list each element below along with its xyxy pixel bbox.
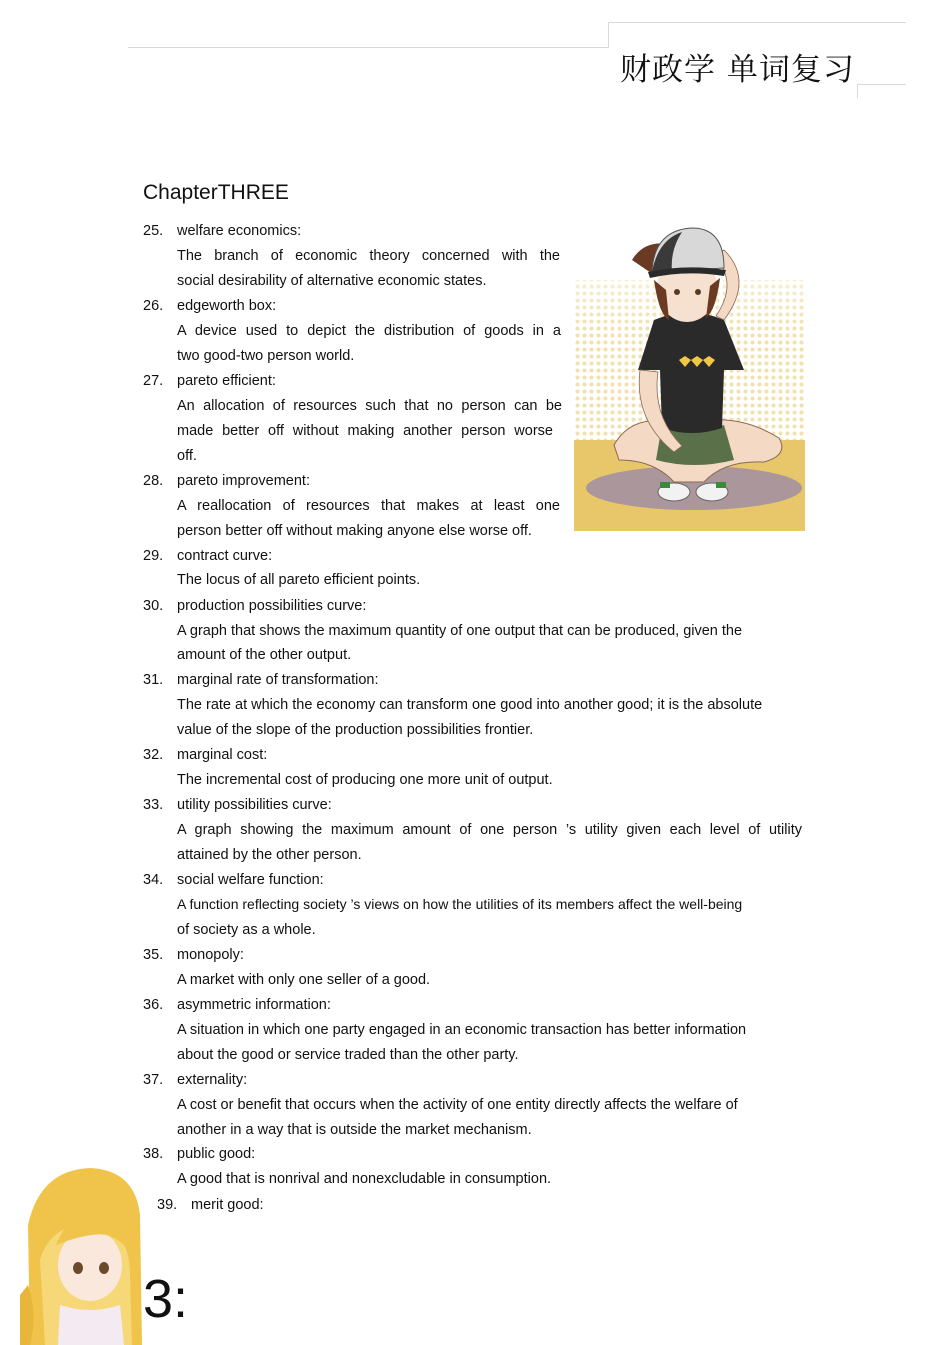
term-word: externality: xyxy=(177,1072,248,1088)
term-word: asymmetric information: xyxy=(177,997,331,1013)
term-definition-line: A graph that shows the maximum quantity of one output that can be produced, given the xyxy=(177,623,743,639)
term-definition-line: person better off without making anyone else worse off. xyxy=(177,523,532,539)
header-box-tick xyxy=(857,84,858,98)
term-number: 27. xyxy=(143,373,164,389)
term-definition-line: two good-two person world. xyxy=(177,348,355,364)
term-definition-line: A situation in which one party engaged in an economic transaction has better information xyxy=(177,1022,747,1038)
term-word: contract curve: xyxy=(177,548,273,564)
term-word: pareto improvement: xyxy=(177,473,310,489)
seated-girl-illustration xyxy=(574,220,805,531)
term-definition-line: social desirability of alternative economic states. xyxy=(177,273,487,289)
header-rule xyxy=(128,47,608,48)
term-word: edgeworth box: xyxy=(177,298,277,314)
term-number: 37. xyxy=(143,1072,164,1088)
term-word: social welfare function: xyxy=(177,872,324,888)
term-number: 25. xyxy=(143,223,164,239)
term-definition-line: value of the slope of the production possibilities frontier. xyxy=(177,722,534,738)
term-word: public good: xyxy=(177,1146,256,1162)
term-number: 30. xyxy=(143,598,164,614)
term-definition-line: An allocation of resources such that no person can be xyxy=(177,398,562,414)
term-number: 35. xyxy=(143,947,164,963)
term-word: utility possibilities curve: xyxy=(177,797,332,813)
term-number: 38. xyxy=(143,1146,164,1162)
term-word: marginal cost: xyxy=(177,747,268,763)
term-definition-line: about the good or service traded than the other party. xyxy=(177,1047,519,1063)
chapter-title: ChapterTHREE xyxy=(143,181,289,204)
term-definition-line: A device used to depict the distribution of goods in a xyxy=(177,323,561,339)
term-number: 34. xyxy=(143,872,164,888)
term-definition-line: A good that is nonrival and nonexcludable in consumption. xyxy=(177,1171,552,1187)
header-box-top xyxy=(608,22,906,23)
header-box-bottom xyxy=(858,84,906,85)
term-number: 28. xyxy=(143,473,164,489)
term-definition-line: A graph showing the maximum amount of one person ’s utility given each level of utility xyxy=(177,822,802,838)
term-definition-line: The rate at which the economy can transform one good into another good; it is the absolute xyxy=(177,697,763,713)
term-number: 31. xyxy=(143,672,164,688)
term-definition-line: A reallocation of resources that makes at least one xyxy=(177,498,560,514)
term-word: production possibilities curve: xyxy=(177,598,367,614)
term-number: 32. xyxy=(143,747,164,763)
header-box-left xyxy=(608,22,609,48)
term-definition-line: A function reflecting society ’s views on how the utilities of its members affect the well-being xyxy=(177,896,743,912)
term-number: 39. xyxy=(157,1197,178,1213)
term-definition-line: The branch of economic theory concerned with the xyxy=(177,248,560,264)
term-definition-line: made better off without making another person worse xyxy=(177,423,553,439)
blonde-girl-illustration xyxy=(20,1165,145,1345)
term-word: marginal rate of transformation: xyxy=(177,672,379,688)
term-definition-line: A cost or benefit that occurs when the activity of one entity directly affects the welfare of xyxy=(177,1097,738,1113)
term-number: 36. xyxy=(143,997,164,1013)
header-title: 财政学 单词复习 xyxy=(620,52,855,88)
term-number: 26. xyxy=(143,298,164,314)
term-definition-line: A market with only one seller of a good. xyxy=(177,972,431,988)
term-definition-line: The incremental cost of producing one more unit of output. xyxy=(177,772,553,788)
term-word: pareto efficient: xyxy=(177,373,276,389)
term-number: 29. xyxy=(143,548,164,564)
page-number: 3: xyxy=(143,1269,189,1329)
term-definition-line: of society as a whole. xyxy=(177,922,316,938)
term-word: merit good: xyxy=(191,1197,264,1213)
term-definition-line: amount of the other output. xyxy=(177,647,352,663)
term-definition-line: The locus of all pareto efficient points. xyxy=(177,572,421,588)
term-definition-line: attained by the other person. xyxy=(177,847,362,863)
term-word: welfare economics: xyxy=(177,223,302,239)
term-word: monopoly: xyxy=(177,947,244,963)
term-definition-line: another in a way that is outside the market mechanism. xyxy=(177,1122,532,1138)
term-definition-line: off. xyxy=(177,448,197,464)
term-number: 33. xyxy=(143,797,164,813)
